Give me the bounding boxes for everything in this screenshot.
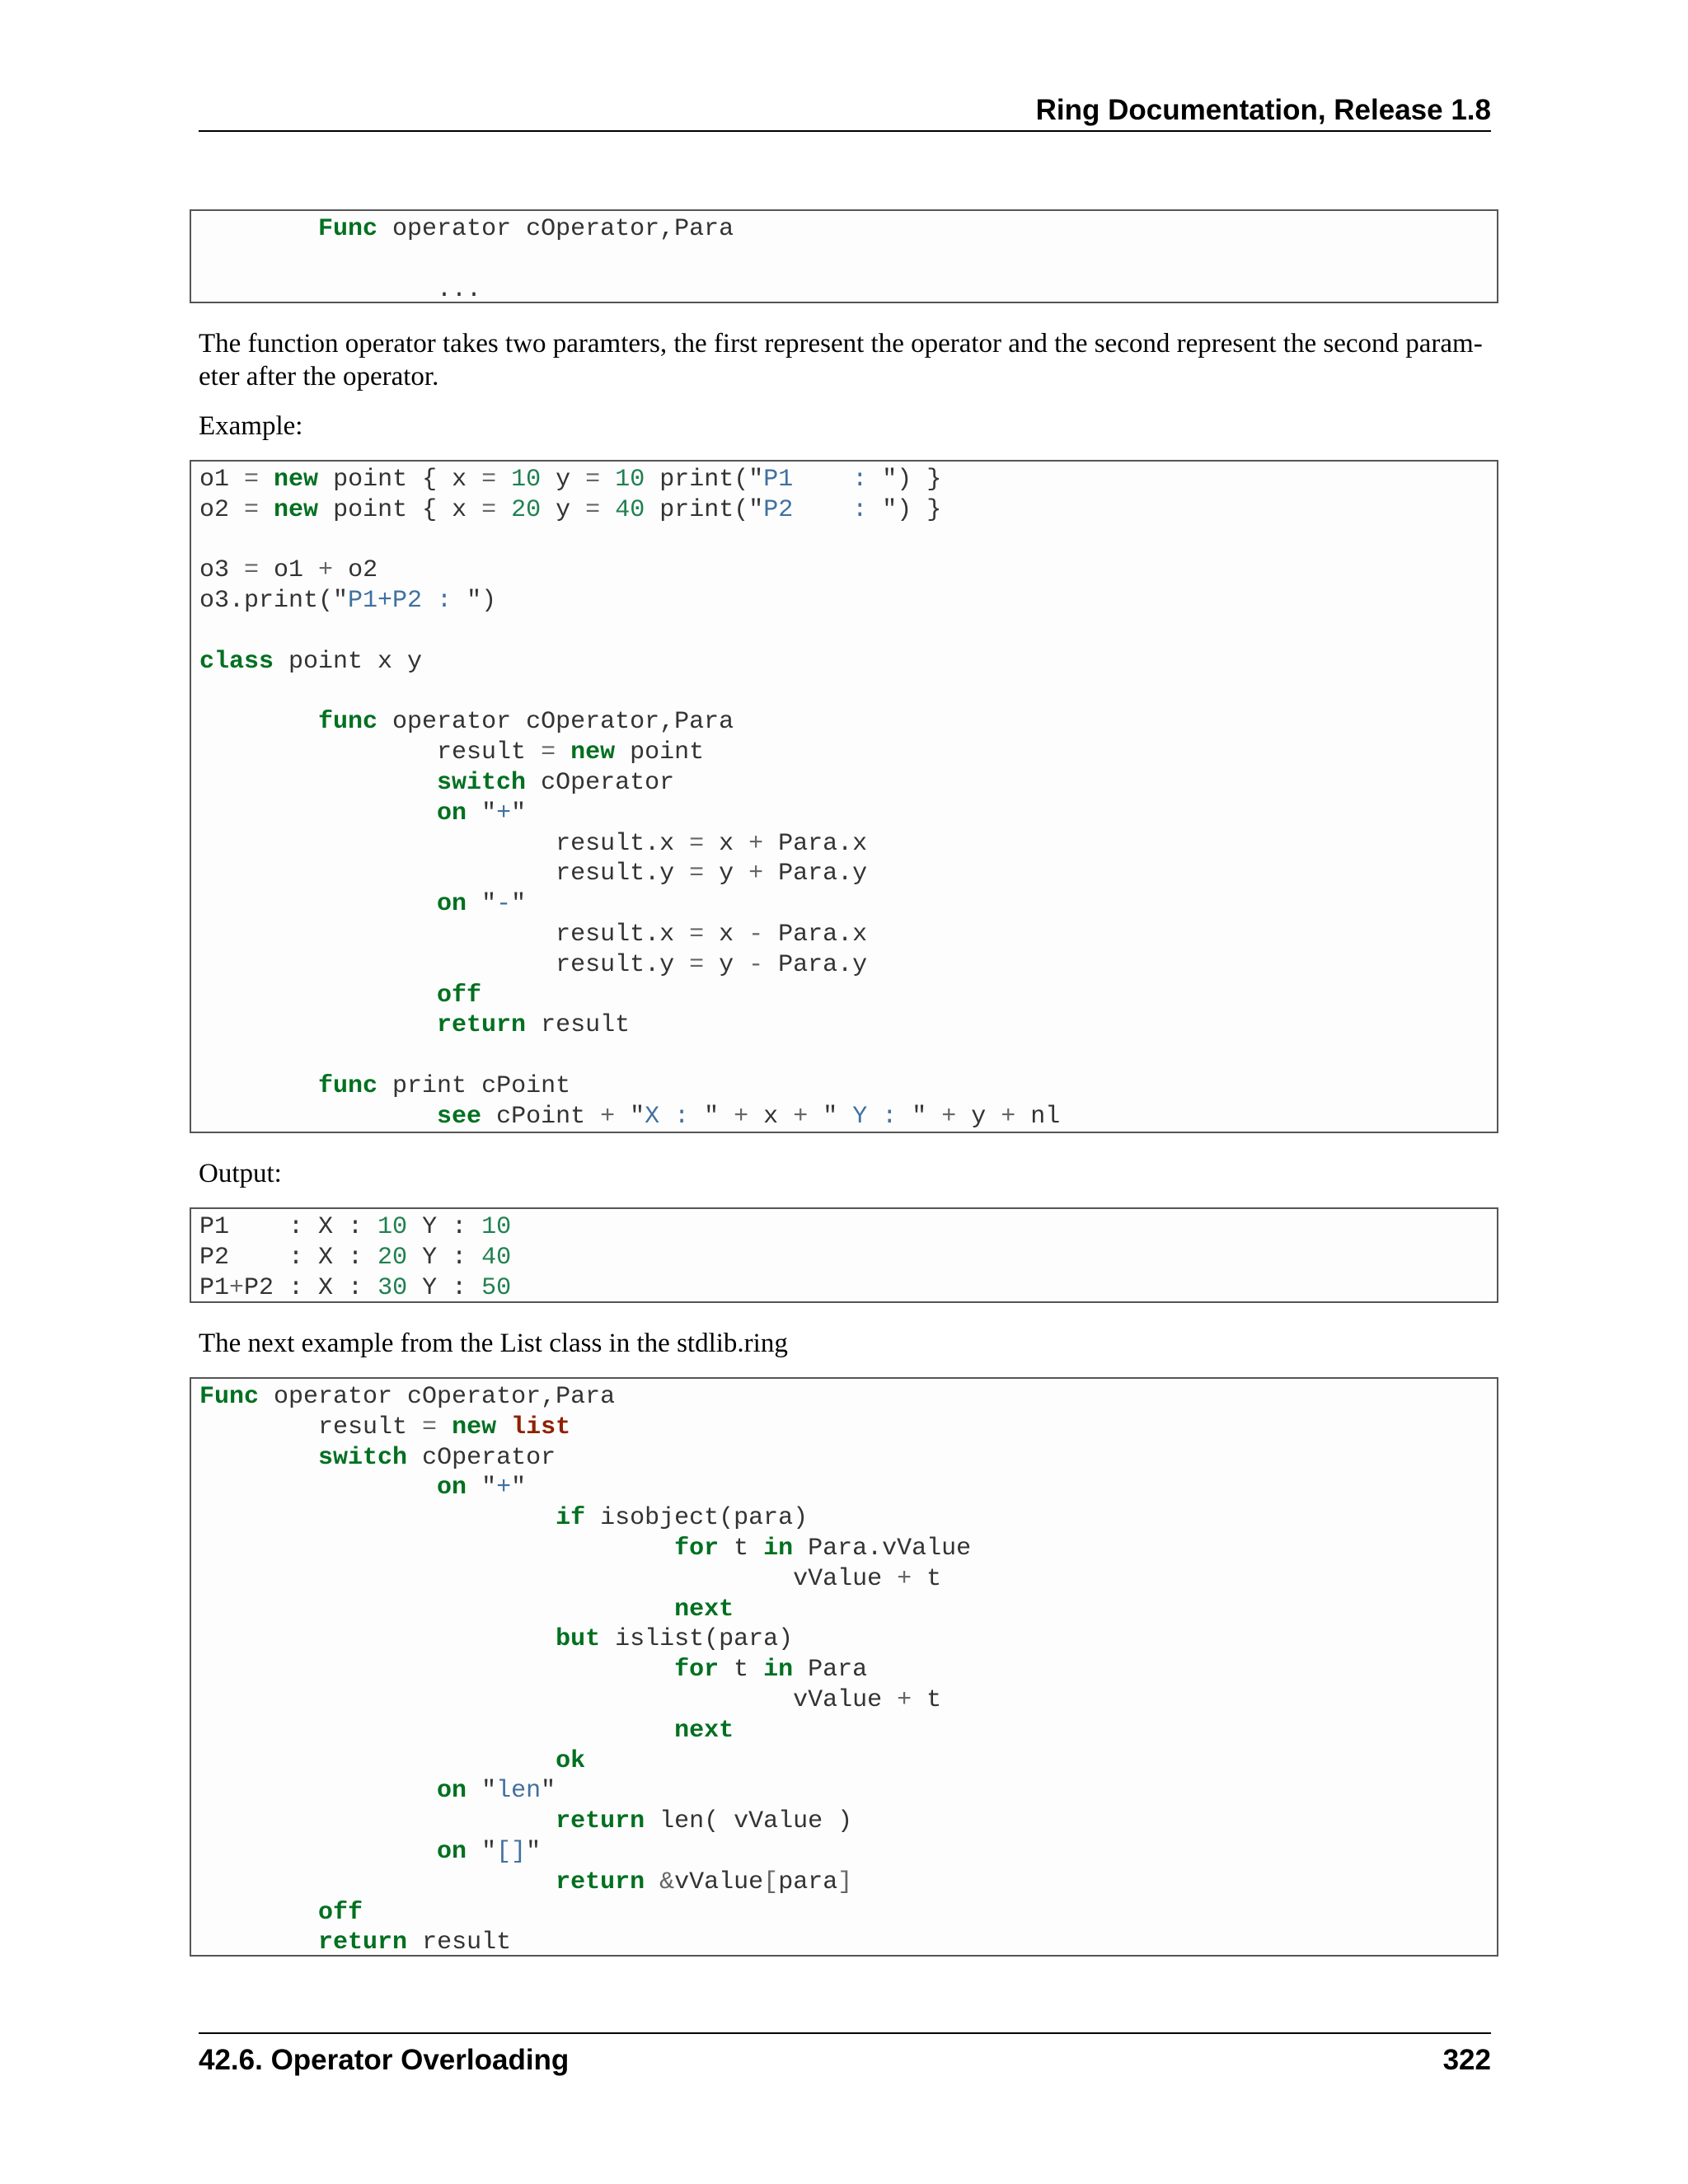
page-footer [199, 2032, 1491, 2083]
code-line: but islist(para) [556, 1625, 794, 1654]
code-line: next [674, 1716, 734, 1745]
code-line: next [674, 1595, 734, 1624]
code-line: class point x y [199, 647, 423, 676]
footer-page-number: 322 [1442, 2044, 1491, 2076]
code-line: on "-" [437, 890, 527, 919]
code-line: P1 : X : 10 Y : 10 [199, 1213, 512, 1241]
footer-section-title: 42.6. Operator Overloading [199, 2044, 570, 2076]
page-header [199, 89, 1491, 132]
code-listing [191, 211, 1497, 303]
code-line: if isobject(para) [556, 1504, 809, 1533]
code-line: Func operator cOperator,Para [199, 1383, 616, 1411]
code-line: vValue + t [199, 1685, 942, 1714]
paragraph-next-example: The next example from the List class in the stdlib.ring [199, 1329, 788, 1358]
code-line: P2 : X : 20 Y : 40 [199, 1243, 512, 1272]
code-line: result = new list [199, 1413, 571, 1441]
code-line: return &vValue[para] [556, 1868, 853, 1896]
code-line: switch cOperator [437, 768, 675, 797]
code-block-list-example [190, 1377, 1498, 1957]
code-line: return len( vValue ) [556, 1807, 853, 1836]
code-line: on "[]" [437, 1837, 542, 1866]
code-line: off [437, 981, 482, 1010]
code-line: on "+" [437, 1474, 527, 1502]
paragraph-operator-description: The function operator takes two paramters, the first represent the operator and the second represent the second param-eter after the operator. [199, 329, 1483, 391]
code-listing [191, 1379, 1497, 1957]
code-line: P1+P2 : X : 30 Y : 50 [199, 1273, 512, 1302]
code-block-func-signature [190, 209, 1498, 303]
code-line: on "+" [437, 799, 527, 827]
code-line: for t in Para.vValue [674, 1534, 972, 1563]
code-line: o2 = new point { x = 20 y = 40 print("P2 : ") } [199, 495, 942, 524]
code-line: return result [318, 1929, 512, 1957]
code-listing [191, 462, 1497, 1132]
code-line: on "len" [437, 1777, 556, 1806]
paragraph-output-label: Output: [199, 1159, 282, 1188]
code-line: func operator cOperator,Para [318, 708, 734, 737]
code-line: vValue + t [199, 1564, 942, 1593]
code-line: off [318, 1898, 363, 1927]
code-line: func print cPoint [318, 1071, 571, 1100]
code-line: see cPoint + "X : " + x + " Y : " + y + nl [437, 1102, 1061, 1131]
code-line: result.x = x - Para.x [199, 920, 868, 949]
code-line: Func operator cOperator,Para [318, 215, 734, 243]
code-line: ok [556, 1746, 586, 1775]
code-block-point-example [190, 460, 1498, 1133]
code-line: switch cOperator [318, 1443, 556, 1472]
code-line: return result [437, 1011, 631, 1040]
code-line: ... [199, 275, 482, 303]
code-line: o1 = new point { x = 10 y = 10 print("P1 : ") } [199, 466, 942, 494]
header-title: Ring Documentation, Release 1.8 [1035, 94, 1491, 126]
code-line: for t in Para [674, 1656, 868, 1685]
code-line: o3 = o1 + o2 [199, 556, 378, 585]
code-line: o3.print("P1+P2 : ") [199, 587, 497, 616]
code-line: result.y = y - Para.y [199, 950, 868, 979]
code-listing [191, 1209, 1497, 1303]
paragraph-example-label: Example: [199, 411, 303, 441]
code-line: result.x = x + Para.x [199, 829, 868, 858]
code-line: result.y = y + Para.y [199, 860, 868, 888]
code-line: result = new point [199, 738, 705, 767]
code-block-output [190, 1207, 1498, 1303]
